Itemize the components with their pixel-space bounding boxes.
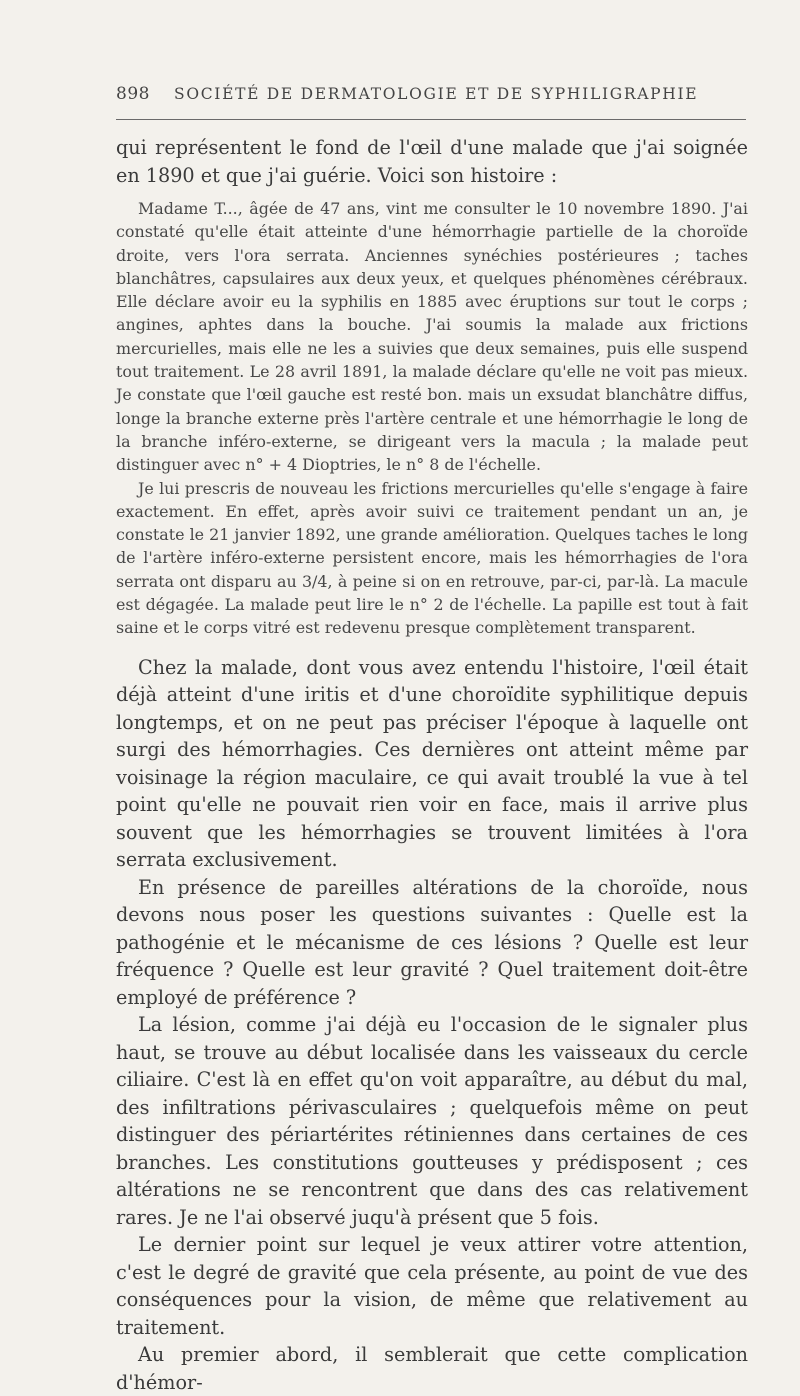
- page-number: 898: [116, 84, 150, 104]
- body-text: [116, 134, 748, 1396]
- paragraph-treatment-result: Je lui prescris de nouveau les frictions mercurielles qu'elle s'engage à faire exactement. En effet, après avoir suivi ce traitement pendant un an, je constate le 21 janvier 1892, une grande amélioration. Quelques taches le long de l'artère inféro-externe persistent encore, mais les hémorrhagies de l'ora serrata ont disparu au 3/4, à peine si on en retrouve, par-ci, par-là. La macule est dégagée. La malade peut lire le n° 2 de l'échelle. La papille est tout à fait saine et le corps vitré est redevenu presque complètement transparent.: [116, 478, 748, 638]
- paragraph-questions: En présence de pareilles altérations de la choroïde, nous devons nous poser les questions suivantes : Quelle est la pathogénie et le mécanisme de ces lésions ? Quelle est leur fréquence ? Quelle est leur gravité ? Quel traitement doit-être employé de préférence ?: [116, 875, 748, 1009]
- page-header: [116, 84, 746, 108]
- paragraph-discussion: Chez la malade, dont vous avez entendu l'histoire, l'œil était déjà atteint d'une iritis et d'une choroïdite syphilitique depuis longtemps, et on ne peut pas préciser l'époque à laquelle ont surgi des hémorrhagies. Ces dernières ont atteint même par voisinage la région maculaire, ce qui avait troublé la vue à tel point qu'elle ne pouvait rien voir en face, mais il arrive plus souvent que les hémorrhagies se trouvent limitées à l'ora serrata exclusivement.: [116, 655, 748, 872]
- running-head: SOCIÉTÉ DE DERMATOLOGIE ET DE SYPHILIGRAPHIE: [174, 85, 699, 103]
- paragraph-case-history: Madame T..., âgée de 47 ans, vint me consulter le 10 novembre 1890. J'ai constaté qu'elle était atteinte d'une hémorrhagie partielle de la choroïde droite, vers l'ora serrata. Anciennes synéchies postérieures ; taches blanchâtres, capsulaires aux deux yeux, et quelques phénomènes cérébraux. Elle déclare avoir eu la syphilis en 1885 avec éruptions sur tout le corps ; angines, aphtes dans la bouche. J'ai soumis la malade aux frictions mercurielles, mais elle ne les a suivies que deux semaines, puis elle suspend tout traitement. Le 28 avril 1891, la malade déclare qu'elle ne voit pas mieux. Je constate que l'œil gauche est resté bon. mais un exsudat blanchâtre diffus, longe la branche externe près l'artère centrale et une hémorrhagie le long de la branche inféro-externe, se dirigeant vers la macula ; la malade peut distinguer avec n° + 4 Dioptries, le n° 8 de l'échelle.: [116, 199, 748, 475]
- paragraph-intro: qui représentent le fond de l'œil d'une malade que j'ai soignée en 1890 et que j'ai guérie. Voici son histoire :: [116, 136, 748, 187]
- paragraph-continuation: Au premier abord, il semblerait que cette complication d'hémor-: [116, 1343, 748, 1394]
- paragraph-gravity: Le dernier point sur lequel je veux attirer votre attention, c'est le degré de gravité que cela présente, au point de vue des conséquences pour la vision, de même que relativement au traitement.: [116, 1233, 748, 1339]
- header-rule: [116, 119, 746, 120]
- paragraph-lesion: La lésion, comme j'ai déjà eu l'occasion de le signaler plus haut, se trouve au début localisée dans les vaisseaux du cercle ciliaire. C'est là en effet qu'on voit apparaître, au début du mal, des infiltrations périvasculaires ; quelquefois même on peut distinguer des périartérites rétiniennes dans certaines de ces branches. Les constitutions goutteuses y prédisposent ; ces altérations ne se rencontrent que dans des cas relativement rares. Je ne l'ai observé juqu'à présent que 5 fois.: [116, 1013, 748, 1229]
